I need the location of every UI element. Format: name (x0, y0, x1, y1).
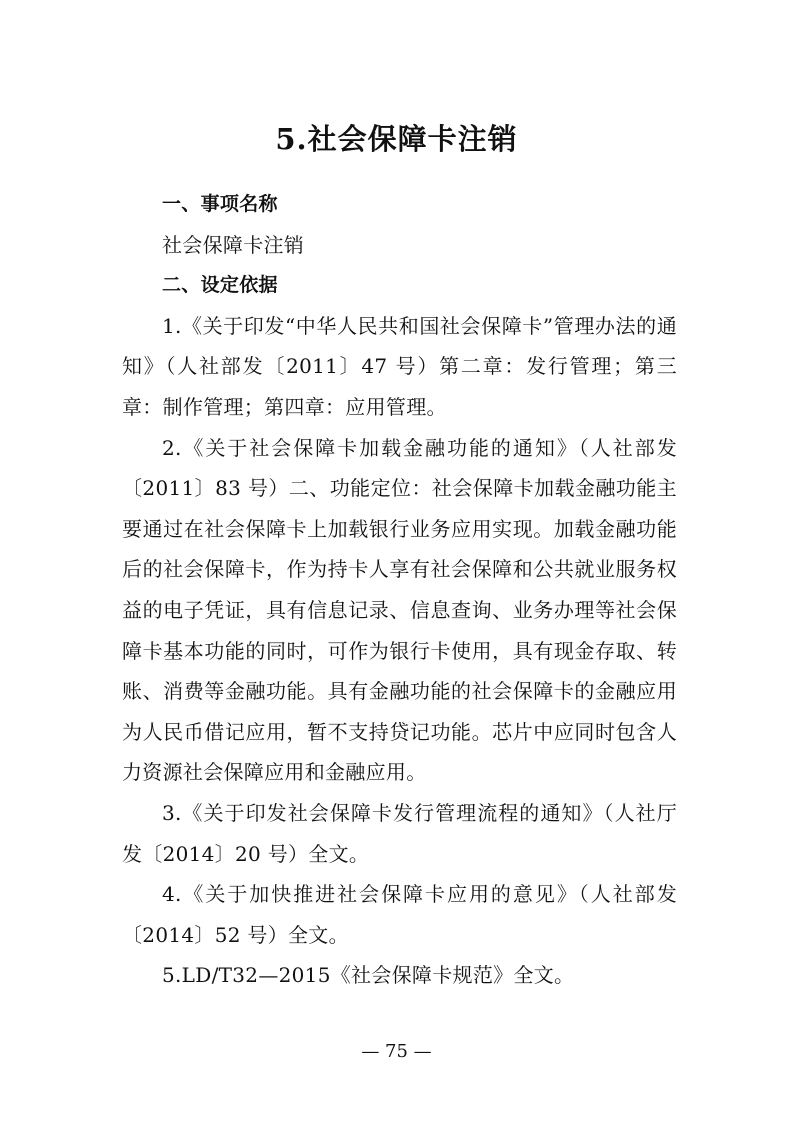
item-name-paragraph: 社会保障卡注销 (162, 232, 305, 257)
section-heading-legal-basis: 二、设定依据 (162, 274, 278, 297)
legal-basis-paragraph-4: 4.《关于加快推进社会保障卡应用的意见》（人社部发〔2014〕52 号）全文。 (122, 882, 677, 947)
page-number: — 75 — (361, 1041, 432, 1062)
document-body (122, 184, 677, 996)
legal-basis-paragraph-5: 5.LD/T32—2015《社会保障卡规范》全文。 (162, 963, 575, 988)
legal-basis-paragraph-1: 1.《关于印发“中华人民共和国社会保障卡”管理办法的通知》（人社部发〔2011〕47 号）第二章：发行管理；第三章：制作管理；第四章：应用管理。 (122, 313, 677, 419)
legal-basis-paragraph-2: 2.《关于社会保障卡加载金融功能的通知》（人社部发〔2011〕83 号）二、功能定位：社会保障卡加载金融功能主要通过在社会保障卡上加载银行业务应用实现。加载金融功能后的社会保障卡，作为持卡人享有社会保障和公共就业服务权益的电子凭证，具有信息记录、信息查询、业务办理等社会保障卡基本功能的同时，可作为银行卡使用，具有现金存取、转账、消费等金融功能。具有金融功能的社会保障卡的金融应用为人民币借记应用，暂不支持贷记功能。芯片中应同时包含人力资源社会保障应用和金融应用。 (122, 435, 677, 785)
section-heading-item-name: 一、事项名称 (162, 193, 278, 215)
page-title: 5.社会保障卡注销 (275, 122, 518, 157)
legal-basis-paragraph-3: 3.《关于印发社会保障卡发行管理流程的通知》（人社厅发〔2014〕20 号）全文。 (122, 800, 677, 866)
